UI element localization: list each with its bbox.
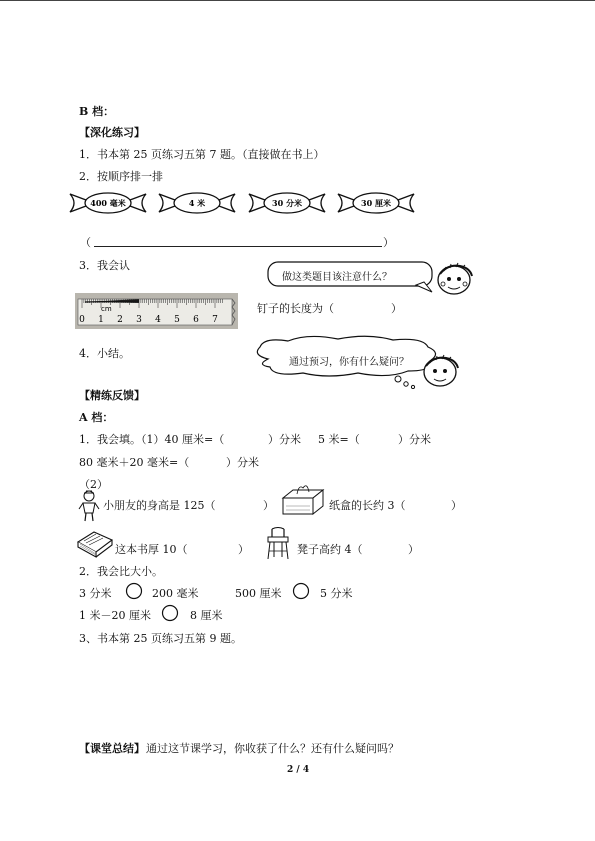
candy-label: 30 厘米 [361,198,391,208]
candy-4m [157,190,237,216]
book-thick-close: ） [238,543,249,556]
fill-q1-sub: （2） [79,478,108,491]
box-length-text: 纸盒的长约 3（ [329,499,406,512]
cartoon-child-icon [420,354,462,390]
ruler-tick-label: 0 [79,315,85,325]
compare-circle-1[interactable] [125,582,143,600]
answer-close-paren: ） [383,236,394,249]
summary-text: 通过这节课学习，你收获了什么？还有什么疑问吗？ [146,742,399,755]
answer-open-paren: （ [80,236,91,249]
fill-q1-d: ）分米 [398,433,431,446]
bubble-1-text: 做这类题目该注意什么？ [282,272,392,283]
ruler-tick-label: 3 [136,315,142,325]
candy-30dm [247,190,327,216]
compare-2-left: 500 厘米 [235,587,282,600]
summary-header: 【课堂总结】 [79,742,145,755]
ruler-tick-label: 4 [155,315,161,325]
stool-icon [265,527,291,561]
book-thick-text: 这本书厚 10（ [115,543,188,556]
box-length-close: ） [451,499,462,512]
fill-q1-b: ）分米 [268,433,301,446]
page-number: 2 / 4 [287,765,310,775]
ruler-tick-label: 5 [174,315,180,325]
ruler-tick-label: 7 [212,315,218,325]
compare-1-left: 3 分米 [79,587,112,600]
fill-q1-f: ）分米 [226,456,259,469]
stool-height-text: 凳子高约 4（ [297,543,363,556]
ruler-tick-label: 1 [98,315,104,325]
compare-1-right: 200 毫米 [152,587,199,600]
compare-question: 2．我会比大小。 [79,565,163,578]
question-4: 4．小结。 [79,347,130,360]
book-icon [76,530,114,558]
tissue-box-icon [281,484,325,516]
candy-label: 400 毫米 [90,198,126,208]
nail-length-close: ） [391,302,402,315]
question-2: 2．按顺序排一排 [79,170,163,183]
cartoon-child-icon [434,262,476,298]
fill-q1-a: 1．我会填。（1）40 厘米=（ [79,433,225,446]
compare-2-right: 5 分米 [320,587,353,600]
ruler-image [75,293,238,329]
fill-q1-c: 5 米=（ [318,433,360,446]
stool-height-close: ） [408,543,419,556]
feedback-header: 【精练反馈】 [79,389,145,402]
section-b-title: B 档： [79,105,115,118]
compare-circle-2[interactable] [292,582,310,600]
child-figure-icon [78,489,100,523]
top-border [0,0,595,1]
deep-practice-header: 【深化练习】 [79,126,145,139]
compare-circle-3[interactable] [161,604,179,622]
candy-400mm [68,190,148,216]
candy-30cm [336,190,416,216]
child-height-text: 小朋友的身高是 125（ [103,499,216,512]
candy-label: 4 米 [188,198,206,208]
feedback-question-3: 3、书本第 25 页练习五第 9 题。 [79,632,242,645]
ruler-unit-label: cm [101,305,112,313]
answer-line[interactable] [94,246,382,247]
nail-length-text: 钉子的长度为（ [257,302,334,315]
compare-3-left: 1 米－20 厘米 [79,609,151,622]
ruler-tick-label: 2 [117,315,123,325]
fill-q1-e: 80 毫米＋20 毫米=（ [79,456,190,469]
level-a-title: A 档： [79,411,114,424]
child-height-close: ） [263,499,274,512]
question-3: 3．我会认 [79,259,130,272]
candy-label: 30 分米 [272,198,302,208]
compare-3-right: 8 厘米 [190,609,223,622]
ruler-tick-label: 6 [193,315,199,325]
bubble-2-text: 通过预习，你有什么疑问？ [289,357,409,368]
question-1: 1．书本第 25 页练习五第 7 题。（直接做在书上） [79,148,325,161]
